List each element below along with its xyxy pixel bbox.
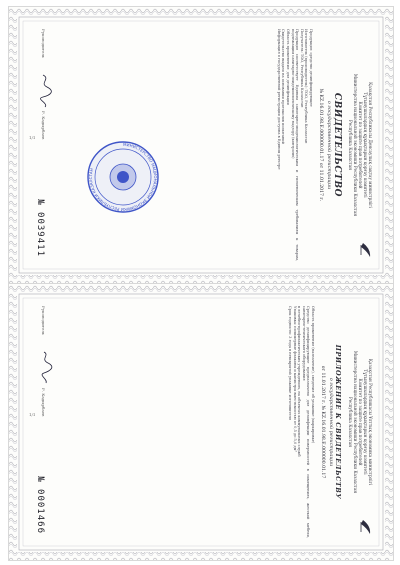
document-body [276,29,313,261]
org-header-line: Комитет по защите прав потребителей [358,378,363,466]
document-title: ПРИЛОЖЕНИЕ К СВИДЕТЕЛЬСТВУ [334,344,342,500]
org-header-line: Тұтынушылардың құқықтарын қорғау комитеті [363,92,368,198]
body-paragraph: в лечебно-профилактических учреждениях, на объектах коммунальных служб [297,306,302,457]
ministry-emblem-icon [359,241,373,259]
serial-number: № 0001466 [35,476,45,534]
body-paragraph: Изготовитель (производитель): ТОО, Республика Казахстан [304,29,309,144]
org-header-line: Министерства национальной экономики Республики Казахстан [353,350,358,494]
body-paragraph: Область применения (назначение), сведения об упаковке (маркировке) [311,306,315,444]
body-paragraph: Область применения: для дезинфекции [286,29,291,105]
org-header-line: Республика Казахстан [348,396,353,448]
appendix-page [8,283,394,561]
body-paragraph: Продукция: средство дезинфицирующее [309,29,313,107]
handwritten-signature [39,350,53,386]
serial-number: № 0039411 [35,199,45,257]
document-body [287,306,315,538]
document-footer [29,29,57,261]
body-paragraph: Упаковка: полимерные флаконы и канистры вместимостью от 0,5 до 5,0 дм³ [292,306,297,452]
document-title: СВИДЕТЕЛЬСТВО [332,92,342,198]
document-subtitle: о государственной регистрации [326,100,332,190]
org-header-line: Тұтынушылардың құқықтарын қорғау комитеті [363,369,368,475]
official-round-seal-icon [85,139,161,215]
seal-text: МИНИСТЕРСТВО НАЦИОНАЛЬНОЙ ЭКОНОМИКИ РЕСПУБЛИКИ КАЗАХСТАН [87,141,159,213]
org-header [348,306,373,538]
signatory-label: Руководитель [41,29,46,59]
appendix-content [17,292,385,552]
handwritten-signature [39,73,53,109]
body-paragraph: Информация о государственной регистрации доступна в Едином реестре [276,29,281,170]
body-paragraph: Продукция соответствует Единым санитарно-эпидемиологическим и гигиеническим требованиям к товарам, подлежащим санитарно-эпидемиологическому надзору (контролю) [290,29,300,261]
signatory-name: Р. Кадырбаев [41,388,46,417]
document-subtitle: о государственной регистрации [328,377,334,467]
org-header-line: Қазақстан Республикасы Ұлттық экономика министрлігі [368,358,373,486]
signatory-label: Руководитель [41,306,46,336]
body-paragraph: Получатель: ТОО, Республика Казахстан [299,29,304,108]
certificate-content [17,15,385,275]
certificate-page [8,6,394,284]
org-header-line: Қазақстан Республикасы Денсаулық сақтау министрлігі [368,82,373,208]
body-paragraph: Средство дезинфицирующее предназначено для дезинфекции поверхностей в помещениях, жесткой мебели, санитарно-технического оборудования [301,306,311,538]
org-header-line: Министерства национальной экономики Республики Казахстан [353,73,358,217]
body-paragraph: Срок годности: 3 года в невскрытой упаковке изготовителя [288,306,293,421]
document-footer [29,306,57,538]
page-mark: 1/1 [29,135,36,140]
signatory-name: Р. Кадырбаев [41,111,46,140]
ministry-emblem-icon [359,518,373,536]
org-header [348,29,373,261]
page-mark: 1/1 [29,412,36,417]
document-number: от 11.01.2017 г. № KZ.16.01.98.E.000000.01.17 [320,365,325,479]
org-header-line: Республика Казахстан [348,119,353,171]
body-paragraph: Свидетельство выдано на основании протоколов испытаний [281,29,286,145]
document-number: № KZ.16.01.98.E.000000.01.17 от 11.01.2017 г. [318,88,323,202]
org-header-line: Комитет по защите прав потребителей [358,101,363,189]
